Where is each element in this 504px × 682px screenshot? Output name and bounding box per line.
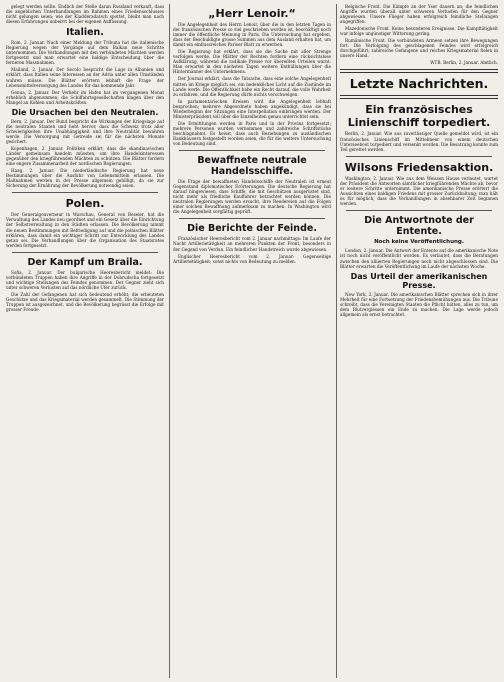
section-divider (340, 95, 498, 99)
column-rule (336, 4, 337, 678)
column-left (6, 4, 164, 678)
article-paragraph: Haag, 2. Januar. Die niederländische Regierung hat neue Bestimmungen über die Ausfuhr von Lebensmitteln erlassen. Die Maßnahmen werden in der Presse allgemein gebilligt, da sie zur Sicherung der Ernährung der Bevölkerung notwendig seien. (6, 168, 164, 189)
heading-antwortnote: Die Antwortnote der Entente. (364, 214, 474, 237)
article-paragraph: Rumänische Front. Die verbündeten Armeen setzen ihre Bewegungen fort. Die Verfolgung des geschlagenen Feindes wird erfolgreich durchgeführt; zahlreiche Gefangene und reiches Kriegsmaterial fielen in unsere Hand. (340, 38, 498, 59)
article-paragraph: Der Journal erklärt, dass die Tatsache, dass eine solche Angelegenheit mitten im Kriege möglich sei, ein bedenkliches Licht auf die Zustände im Lande werfe. Die Öffentlichkeit habe ein Recht darauf, die volle Wahrheit zu erfahren, und die Regierung dürfe nichts verschweigen. (173, 76, 331, 97)
article-paragraph: Sofia, 2. Januar. Der bulgarische Heeresbericht meldet: Die verbündeten Truppen haben ihre Angriffe in der Dobrudscha fortgesetzt und wichtige Stellungen des Feindes genommen. Der Gegner zieht sich unter schweren Verlusten auf das nördliche Ufer zurück. (6, 269, 164, 290)
article-paragraph: Washington, 2. Januar. Wie aus dem Weissen Hause verlautet, wartet der Präsident die Antworten sämtlicher kriegführenden Mächte ab, bevor er weitere Schritte unternimmt. Die amerikanische Presse erörtert die Aussichten eines baldigen Friedens mit grosser Zurückhaltung; man hält es für möglich, dass die Verhandlungen in absehbarer Zeit beginnen werden. (340, 175, 498, 206)
article-paragraph: Belgische Front. Die Kämpfe an der Yser dauern an; die feindlichen Angriffe wurden überall unter schweren Verlusten für den Gegner abgewiesen. Unsere Flieger haben erfolgreich feindliche Stellungen angegriffen. (340, 4, 498, 25)
article-paragraph: Die Zahl der Gefangenen hat sich bedeutend erhöht; die erbeuteten Geschütze und das Kriegsmaterial werden gesammelt. Die Stimmung der Truppen ist ausgezeichnet, und die Bevölkerung begrüsst die Erfolge mit grosser Freude. (6, 291, 164, 313)
heading-polen: Polen. (65, 197, 105, 211)
section-divider (179, 218, 325, 219)
column-right (340, 4, 498, 678)
heading-wilsons-friedensaktion: Wilsons Friedensaktion. (344, 160, 494, 174)
heading-kampf-um-braila: Der Kampf um Braila. (27, 256, 143, 268)
article-paragraph: Mailand, 2. Januar. Der Secolo bespricht die Lage in Albanien und erklärt, dass Italien seine Interessen an der Adria unter allen Umständen wahren müsse. Die Blätter erörtern lebhaft die Frage der Lebensmittelversorgung des Landes für das kommende Jahr. (6, 67, 164, 88)
column-rule (169, 4, 170, 678)
article-paragraph: Die Regierung hat erklärt, dass sie die Sache mit aller Strenge verfolgen werde. Die Blätter der Rechten fordern eine rücksichtslose Aufklärung, während die radikale Presse vor übereilten Urteilen warnt. Man erwartet in den nächsten Tagen weitere Enthüllungen über die Hintermänner des Unternehmens. (173, 49, 331, 75)
section-divider (346, 210, 492, 211)
article-paragraph: Die Angelegenheit des Herrn Lenoir, über die in den letzten Tagen in der französischen Presse so viel geschrieben worden ist, beschäftigt noch immer die öffentliche Meinung in Paris. Die Untersuchung hat ergeben, dass der Beschuldigte grosse Summen aus dem Ausland erhalten hat, um damit ein einflussreiches Pariser Blatt zu erwerben. (173, 22, 331, 48)
newspaper-page (6, 4, 498, 678)
article-paragraph: Französischer Heeresbericht vom 2. Januar nachmittags: Im Laufe der Nacht Artillerietätigkeit an mehreren Punkten der Front, besonders in der Gegend von Verdun. Ein feindlicher Handstreich wurde abgewiesen. (173, 236, 331, 252)
article-paragraph: gelegt werden sollte. Endlich der Stelle daran Russland verkauft, dass die angeblichen Unterhandlungen im Rahmen eines Friedensschlusses nicht gelungen seien; wie der Kladderadatsch spottet, bleibt man nach diesen Erfahrungen unbeirrt bei der eigenen Auffassung. (6, 4, 164, 25)
article-paragraph: Der Generalgouverneur in Warschau, General von Beseler, hat die Verwaltung des Landes neu geordnet und ein Gesetz über die Einrichtung der Selbstverwaltung in den Städten erlassen. Die Bevölkerung nimmt die neuen Bestimmungen mit Befriedigung auf und die polnischen Blätter erklären, dass damit ein wichtiger Schritt zur Entwicklung des Landes getan sei. Die Verhandlungen über die Organisation des Staatsrates werden fortgesetzt. (6, 212, 164, 248)
heading-herr-lenoir: „Herr Lenoir.“ (208, 7, 296, 20)
article-paragraph: In parlamentarischen Kreisen wird die Angelegenheit lebhaft besprochen; mehrere Abgeordnete haben angekündigt, dass sie bei Wiederbeginn der Sitzungen eine Interpellation einbringen werden. Der Ministerpräsident soll über die Einzelheiten genau unterrichtet sein. (173, 98, 331, 119)
heading-linienschiff-torpediert: Ein französisches Linienschiff torpediert. (347, 103, 491, 130)
heading-handelsschiffe: Bewaffnete neutrale Handelsschiffe. (197, 155, 307, 178)
subheading: Noch keine Veröffentlichung. (374, 238, 464, 245)
section-divider (12, 252, 158, 253)
heading-berichte-der-feinde: Die Berichte der Feinde. (187, 223, 317, 235)
heading-amerikanische-presse: Das Urteil der amerikanischen Presse. (350, 271, 488, 290)
column-middle (173, 4, 331, 678)
heading-ursachen: Die Ursachen bei den Neutralen. (11, 107, 159, 117)
heading-letzte-nachrichten: Letzte Nachrichten. (349, 76, 489, 92)
article-paragraph: Genua, 2. Januar. Der Verkehr im Hafen hat im vergangenen Monat erheblich abgenommen; die Schiffahrtsgesellschaften klagen über den Mangel an Kohlen und Arbeitskräften. (6, 89, 164, 105)
dateline: WTB. Berlin, 2. Januar. Amtlich. (430, 60, 498, 66)
heading-italien: Italien. (66, 27, 104, 39)
article-paragraph: New York, 2. Januar. Die amerikanischen Blätter sprechen sich in ihrer Mehrheit für eine Fortsetzung der Friedensbemühungen aus. Die Tribune schreibt, dass die Vereinigten Staaten die Pflicht hätten, alles zu tun, um dem Blutvergiessen ein Ende zu machen. Die Lage werde jedoch allgemein als ernst betrachtet. (340, 291, 498, 317)
article-paragraph: Englischer Heeresbericht vom 2. Januar: Gegenseitige Artillerietätigkeit; sonst nichts von Bedeutung zu melden. (173, 253, 331, 264)
article-paragraph: Bern, 2. Januar. Der Bund bespricht die Wirkungen der Kriegslage auf die neutralen Staaten und hebt hervor, dass die Schweiz trotz aller Schwierigkeiten ihre Unabhängigkeit und ihre Neutralität bewahren werde. Die Versorgung mit Getreide sei für die nächsten Monate gesichert. (6, 118, 164, 144)
article-paragraph: Die Frage der bewaffneten Handelsschiffe der Neutralen ist erneut Gegenstand diplomatischer Erörterungen. Die deutsche Regierung hat darauf hingewiesen, dass Schiffe, die mit Geschützen ausgerüstet sind, nicht mehr als friedliche Kauffahrer betrachtet werden können. Die neutralen Regierungen werden ersucht, ihre Reedereien auf die Folgen einer solchen Bewaffnung aufmerksam zu machen. In Washington wird die Angelegenheit sorgfältig geprüft. (173, 179, 331, 215)
section-divider (179, 150, 325, 151)
section-divider (12, 192, 158, 193)
section-divider (346, 156, 492, 157)
article-paragraph: Kopenhagen, 2. Januar. Politiken erklärt, dass die skandinavischen Länder gemeinsam handeln müssten, um ihre Handelsinteressen gegenüber den kriegführenden Mächten zu schützen. Die Blätter fordern eine engere Zusammenarbeit der nordischen Regierungen. (6, 145, 164, 167)
article-paragraph: London, 2. Januar. Die Antwort der Entente auf die amerikanische Note ist noch nicht veröffentlicht worden. Es verlautet, dass die Beratungen zwischen den alliierten Regierungen noch nicht abgeschlossen sind. Die Blätter erwarten die Veröffentlichung im Laufe der nächsten Woche. (340, 248, 498, 269)
article-paragraph: Mazedonische Front. Keine besonderen Ereignisse. Die Kampftätigkeit war infolge ungünstiger Witterung gering. (340, 26, 498, 37)
section-divider (340, 69, 498, 73)
article-paragraph: Rom, 2. Januar. Nach einer Meldung der Tribuna hat die italienische Regierung wegen der Vorgänge auf dem Balkan neue Schritte unternommen. Die Verhandlungen mit den verbündeten Mächten werden fortgesetzt und man erwartet eine baldige Entscheidung über die ferneren Massnahmen. (6, 40, 164, 66)
article-paragraph: Berlin, 2. Januar. Wie aus zuverlässiger Quelle gemeldet wird, ist ein französisches Linienschiff im Mittelmeer von einem deutschen Unterseeboot torpediert und versenkt worden. Die Besatzung konnte zum Teil gerettet werden. (340, 131, 498, 152)
article-paragraph: Die Ermittlungen werden in Paris und in der Provinz fortgesetzt; mehrere Personen wurden vernommen und zahlreiche Schriftstücke beschlagnahmt. Es heisst, dass auch Beziehungen zu ausländischen Bankhäusern festgestellt worden seien, die für die weitere Untersuchung von Bedeutung sind. (173, 120, 331, 147)
